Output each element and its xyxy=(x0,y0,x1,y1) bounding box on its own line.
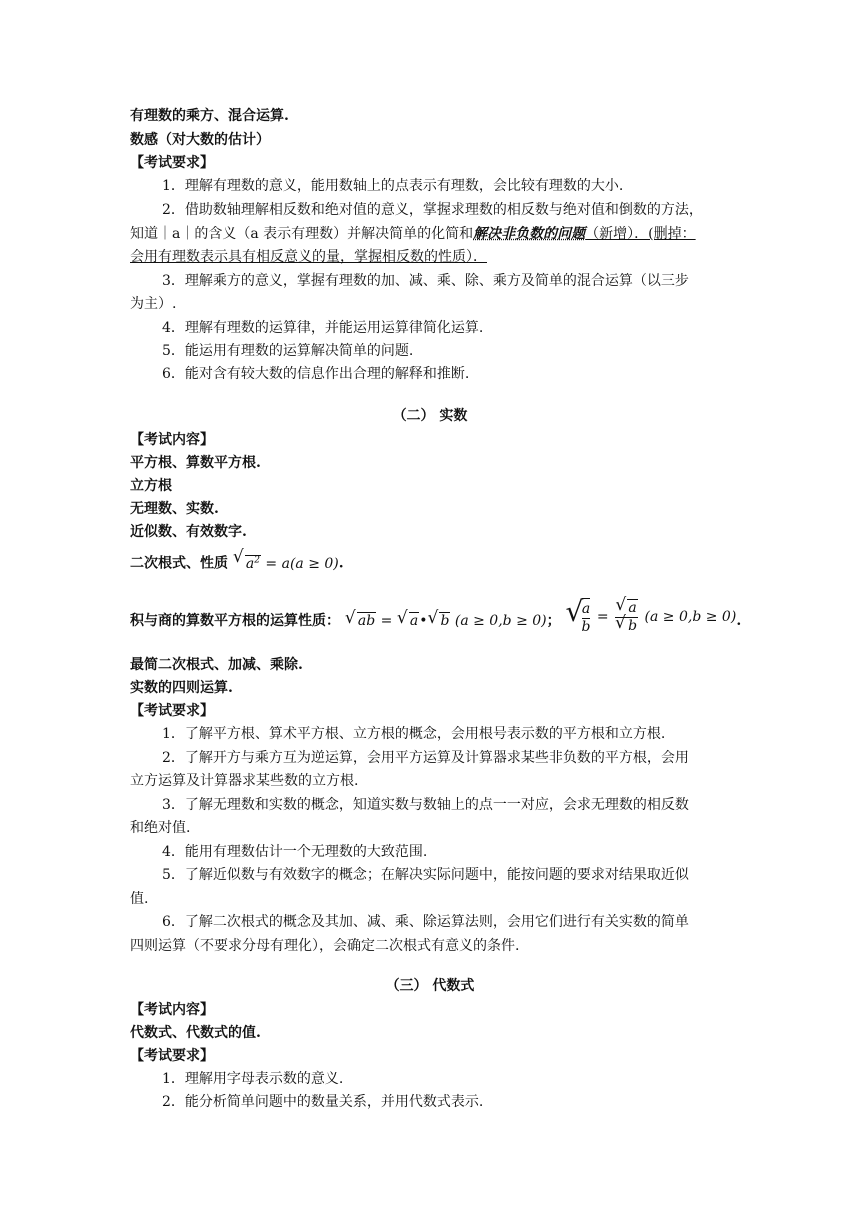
section-title: （三） 代数式 xyxy=(385,978,475,994)
requirement-line: 2．借助数轴理解相反数和绝对值的意义，掌握求理数的相反数与绝对值和倒数的方法， xyxy=(162,202,703,218)
content-line: 实数的四则运算. xyxy=(130,680,233,696)
formula-label: 二次根式、性质 xyxy=(130,555,228,572)
requirement-line: 5．了解近似数与有效数字的概念；在解决实际问题中，能按问题的要求对结果取近似 xyxy=(162,867,689,883)
requirement-line: 6．能对含有较大数的信息作出合理的解释和推断. xyxy=(162,366,470,382)
requirement-line: 和绝对值. xyxy=(130,820,191,836)
section-heading: 【考试要求】 xyxy=(130,703,214,719)
requirement-line: 值. xyxy=(130,891,149,907)
section-heading: 【考试要求】 xyxy=(130,155,214,171)
requirement-line: 1．理解有理数的意义，能用数轴上的点表示有理数，会比较有理数的大小. xyxy=(162,178,624,194)
requirement-line: 6．了解二次根式的概念及其加、减、乘、除运算法则，会用它们进行有关实数的简单 xyxy=(162,914,689,930)
deleted-text: （新增）．(删掉： xyxy=(585,226,696,242)
content-line: 积与商的算数平方根的运算性质： √ ab = √ a•√ b (a ≥ 0,b ≥ 0)； √ $\frac{a}{b}$ = √ a √ b (a ≥ 0,b ≥ 0). xyxy=(130,602,741,640)
requirement-line: 4．能用有理数估计一个无理数的大致范围. xyxy=(162,844,428,860)
content-line: 代数式、代数式的值. xyxy=(130,1025,261,1041)
section-title: （二） 实数 xyxy=(392,408,468,424)
requirement-line: 2．了解开方与乘方互为逆运算，会用平方运算及计算器求某些非负数的平方根，会用 xyxy=(162,750,689,766)
section-heading: 【考试内容】 xyxy=(130,432,214,448)
content-line: 平方根、算数平方根. xyxy=(130,455,261,471)
requirement-line xyxy=(130,224,696,244)
requirement-line: 1．了解平方根、算术平方根、立方根的概念，会用根号表示数的平方根和立方根. xyxy=(162,726,666,742)
section-heading: 【考试内容】 xyxy=(130,1002,214,1018)
content-line: 数感（对大数的估计） xyxy=(130,132,270,148)
emphasized-text: 解决非负数的问题 xyxy=(473,226,586,242)
content-line: 近似数、有效数字. xyxy=(130,524,247,540)
content-line: 二次根式、性质 √ $a^2 = a(a \ge 0)$. xyxy=(130,550,344,574)
sqrt-property-formula: √ $a^2 = a(a \ge 0)$ xyxy=(233,556,339,572)
requirement-line: 为主）. xyxy=(130,296,177,312)
requirement-line: 4．理解有理数的运算律，并能运用运算律简化运算. xyxy=(162,320,484,336)
content-line: 有理数的乘方、混合运算. xyxy=(130,108,289,124)
product-sqrt-formula: √ ab = √ a•√ b (a ≥ 0,b ≥ 0) xyxy=(345,613,547,629)
requirement-line: 四则运算（不要求分母有理化），会确定二次根式有意义的条件. xyxy=(130,938,520,954)
requirement-line: 3．理解乘方的意义，掌握有理数的加、减、乘、除、乘方及简单的混合运算（以三步 xyxy=(162,273,689,289)
content-line: 无理数、实数. xyxy=(130,501,219,517)
requirement-line: 5．能运用有理数的运算解决简单的问题. xyxy=(162,343,414,359)
requirement-line: 立方运算及计算器求某些数的立方根. xyxy=(130,773,359,789)
requirement-line: 2．能分析简单问题中的数量关系，并用代数式表示. xyxy=(162,1094,484,1110)
quotient-sqrt-formula: √ $\frac{a}{b}$ = √ a √ b (a ≥ 0,b ≥ 0) xyxy=(566,609,737,625)
requirement-line: 3．了解无理数和实数的概念，知道实数与数轴上的点一一对应，会求无理数的相反数 xyxy=(162,797,689,813)
deleted-text: 会用有理数表示具有相反意义的量，掌握相反数的性质）． xyxy=(130,249,487,265)
requirement-text: 知道｜a｜的含义（a 表示有理数）并解决简单的化简和 xyxy=(130,226,474,242)
content-line: 最简二次根式、加减、乘除. xyxy=(130,657,303,673)
requirement-line: 1．理解用字母表示数的意义. xyxy=(162,1071,344,1087)
formula-label: 积与商的算数平方根的运算性质： xyxy=(130,613,340,629)
content-line: 立方根 xyxy=(130,478,172,494)
section-heading: 【考试要求】 xyxy=(130,1048,214,1064)
